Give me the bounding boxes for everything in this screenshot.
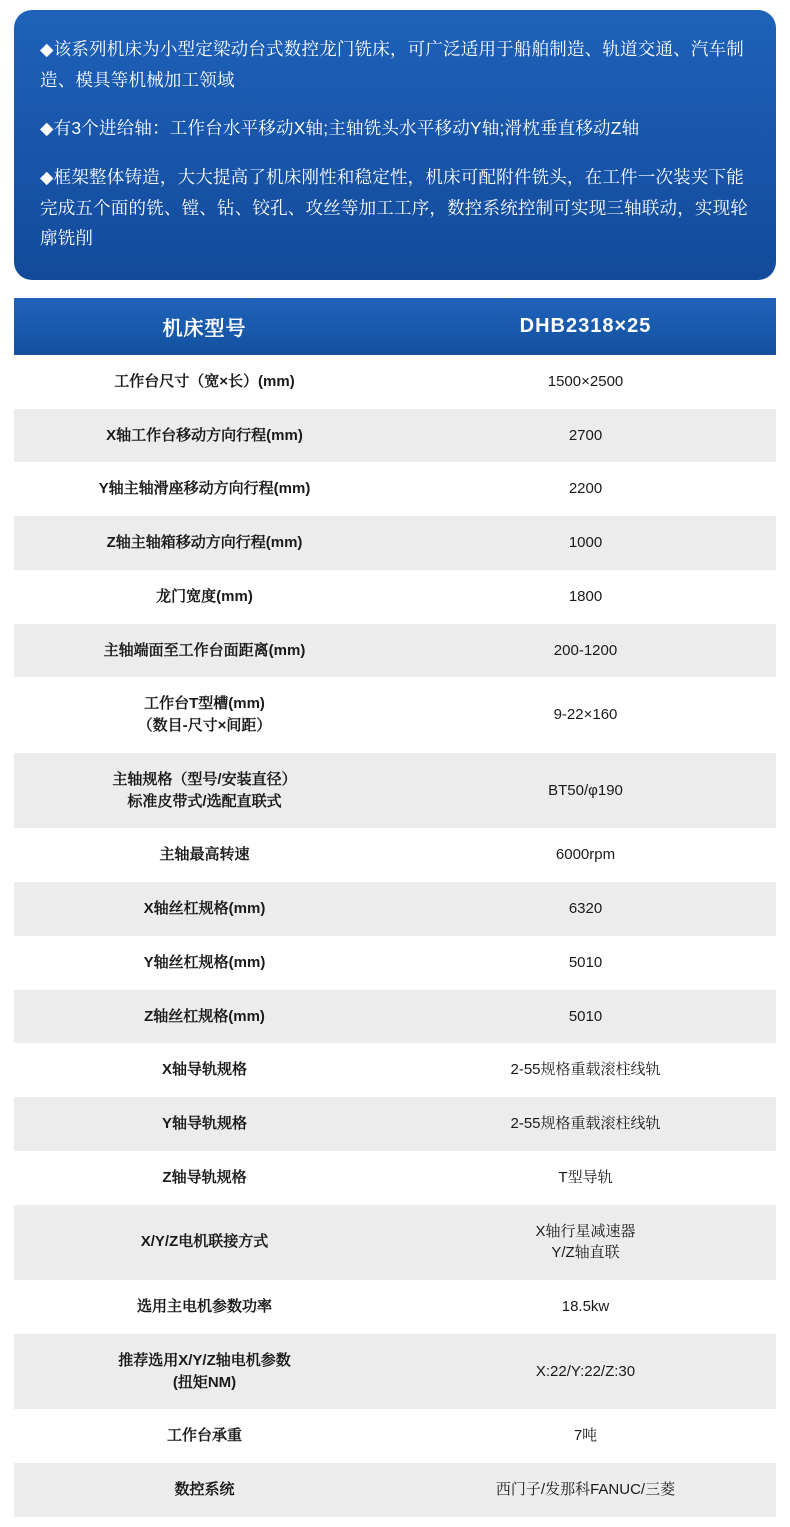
table-row <box>14 828 776 882</box>
table-row <box>14 936 776 990</box>
spec-value-cell: 5010 <box>395 936 776 990</box>
table-row <box>14 1334 776 1410</box>
spec-value-cell: BT50/φ190 <box>395 753 776 829</box>
table-row <box>14 1205 776 1281</box>
table-row <box>14 990 776 1044</box>
spec-name-line: 标准皮带式/选配直联式 <box>127 792 282 810</box>
spec-name-cell: X轴导轨规格 <box>14 1043 395 1097</box>
table-row <box>14 882 776 936</box>
table-row <box>14 1463 776 1517</box>
spec-value-cell: 2200 <box>395 462 776 516</box>
spec-value-cell <box>395 1205 776 1281</box>
table-row <box>14 624 776 678</box>
spec-name-cell: 主轴最高转速 <box>14 828 395 882</box>
spec-name-cell <box>14 1334 395 1410</box>
spec-name-cell <box>14 753 395 829</box>
table-row <box>14 409 776 463</box>
spec-name-line: (扭矩NM) <box>172 1373 237 1391</box>
spec-name-cell: Z轴丝杠规格(mm) <box>14 990 395 1044</box>
spec-name-cell: 工作台尺寸（宽×长）(mm) <box>14 355 395 409</box>
spec-value-cell: 2-55规格重载滚柱线轨 <box>395 1043 776 1097</box>
spec-value-cell: 18.5kw <box>395 1280 776 1334</box>
spec-name-line: 主轴规格（型号/安装直径） <box>112 770 297 788</box>
intro-paragraph-3: ◆框架整体铸造，大大提高了机床刚性和稳定性，机床可配附件铣头，在工件一次装夹下能完成五个面的铣、镗、钻、铰孔、攻丝等加工工序，数控系统控制可实现三轴联动，实现轮廓铣削 <box>40 166 748 249</box>
table-header-row <box>14 298 776 355</box>
product-spec-page <box>0 10 790 1527</box>
spec-value-cell: 5010 <box>395 990 776 1044</box>
spec-name-cell: X/Y/Z电机联接方式 <box>14 1205 395 1281</box>
table-row <box>14 677 776 753</box>
table-row <box>14 462 776 516</box>
specifications-table <box>14 298 776 1517</box>
table-row <box>14 1151 776 1205</box>
spec-value-cell: 9-22×160 <box>395 677 776 753</box>
spec-value-line: Y/Z轴直联 <box>551 1244 620 1262</box>
spec-value-cell: 200-1200 <box>395 624 776 678</box>
spec-name-cell: Y轴主轴滑座移动方向行程(mm) <box>14 462 395 516</box>
spec-value-line: X轴行星减速器 <box>535 1222 636 1240</box>
spec-value-cell: X:22/Y:22/Z:30 <box>395 1334 776 1410</box>
spec-value-cell: 1000 <box>395 516 776 570</box>
intro-paragraph-2: ◆有3个进给轴：工作台水平移动X轴;主轴铣头水平移动Y轴;滑枕垂直移动Z轴 <box>40 118 640 139</box>
table-row <box>14 570 776 624</box>
spec-name-line: （数目-尺寸×间距） <box>137 717 272 734</box>
spec-name-cell <box>14 677 395 753</box>
spec-value-cell: 1800 <box>395 570 776 624</box>
table-row <box>14 1280 776 1334</box>
table-row <box>14 355 776 409</box>
intro-panel <box>14 10 776 280</box>
table-header <box>14 298 776 355</box>
intro-paragraph-1: ◆该系列机床为小型定梁动台式数控龙门铣床，可广泛适用于船舶制造、轨道交通、汽车制造、模具等机械加工领域 <box>40 39 744 90</box>
table-row <box>14 753 776 829</box>
spec-name-cell: Y轴导轨规格 <box>14 1097 395 1151</box>
table-header-model-value: DHB2318×25 <box>395 298 776 355</box>
table-row <box>14 1043 776 1097</box>
table-body <box>14 355 776 1517</box>
spec-name-cell: 主轴端面至工作台面距离(mm) <box>14 624 395 678</box>
table-header-model-label: 机床型号 <box>14 298 395 355</box>
spec-value-cell: 6000rpm <box>395 828 776 882</box>
spec-value-cell: 2700 <box>395 409 776 463</box>
spec-name-cell: 数控系统 <box>14 1463 395 1517</box>
spec-name-cell: X轴工作台移动方向行程(mm) <box>14 409 395 463</box>
spec-value-cell: 7吨 <box>395 1409 776 1463</box>
spec-name-cell: X轴丝杠规格(mm) <box>14 882 395 936</box>
spec-name-cell: 工作台承重 <box>14 1409 395 1463</box>
table-row <box>14 516 776 570</box>
spec-name-cell: 龙门宽度(mm) <box>14 570 395 624</box>
spec-name-cell: Y轴丝杠规格(mm) <box>14 936 395 990</box>
spec-value-cell: T型导轨 <box>395 1151 776 1205</box>
spec-name-cell: 选用主电机参数功率 <box>14 1280 395 1334</box>
spec-value-cell: 2-55规格重载滚柱线轨 <box>395 1097 776 1151</box>
spec-name-line: 工作台T型槽(mm) <box>144 695 265 713</box>
spec-value-cell: 1500×2500 <box>395 355 776 409</box>
spec-name-cell: Z轴导轨规格 <box>14 1151 395 1205</box>
spec-name-cell: Z轴主轴箱移动方向行程(mm) <box>14 516 395 570</box>
spec-value-cell: 6320 <box>395 882 776 936</box>
table-row <box>14 1409 776 1463</box>
spec-name-line: 推荐选用X/Y/Z轴电机参数 <box>118 1351 291 1369</box>
table-row <box>14 1097 776 1151</box>
spec-value-cell: 西门子/发那科FANUC/三菱 <box>395 1463 776 1517</box>
